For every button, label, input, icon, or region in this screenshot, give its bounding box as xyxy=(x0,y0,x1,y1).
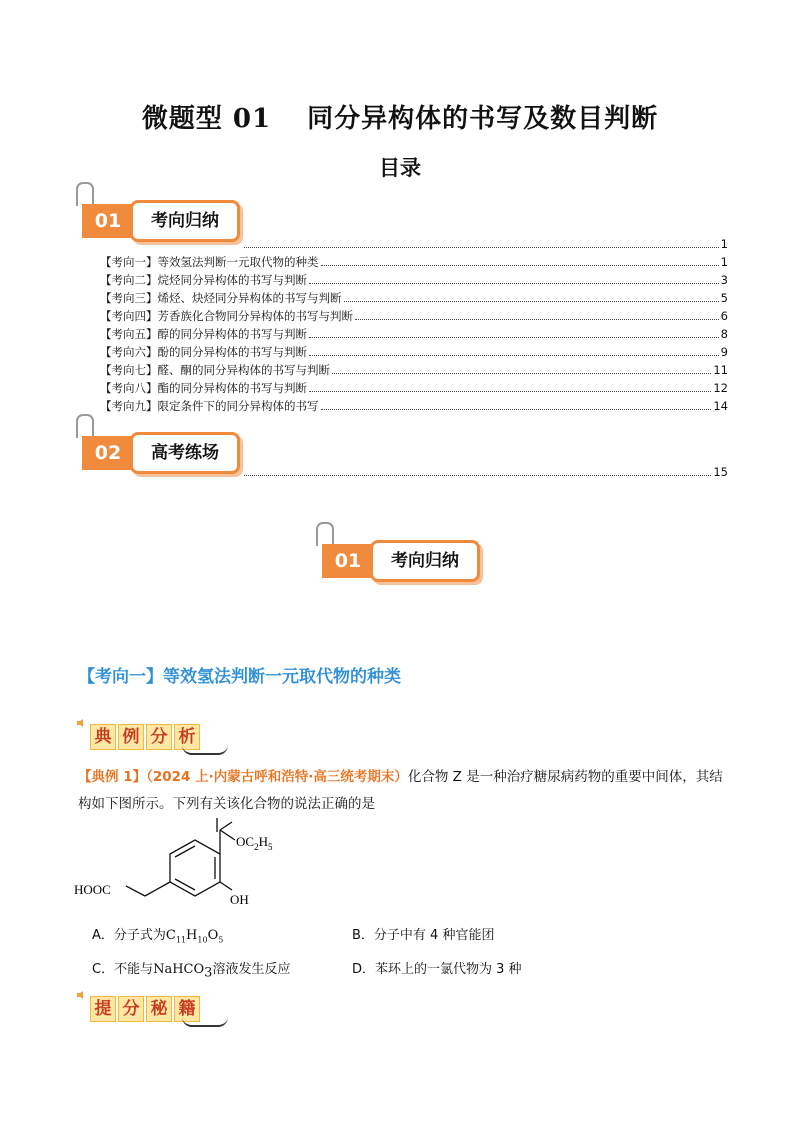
option-d[interactable]: D．苯环上的一氯代物为 3 种 xyxy=(352,962,522,977)
tag-example-analysis: 典 例 分 析 xyxy=(78,718,228,750)
toc-row[interactable]: 【考向六】酚的同分异构体的书写与判断 9 xyxy=(100,345,728,359)
toc-row[interactable]: 【考向一】等效氢法判断一元取代物的种类 1 xyxy=(100,255,728,269)
toc-row[interactable]: 【考向八】酯的同分异构体的书写与判断 12 xyxy=(100,381,728,395)
section-banner-2: 02 高考练场 xyxy=(82,432,242,472)
structure-ethoxy: $OC_2H_5$ xyxy=(236,834,273,852)
clip-icon xyxy=(76,414,94,438)
section-heading: 【考向一】等效氢法判断一元取代物的种类 xyxy=(78,667,401,687)
book-icon xyxy=(182,745,228,755)
toc-row[interactable]: 【考向四】芳香族化合物同分异构体的书写与判断 6 xyxy=(100,309,728,323)
option-b[interactable]: B．分子中有 4 种官能团 xyxy=(352,928,495,943)
toc-row[interactable]: 【考向三】烯烃、炔烃同分异构体的书写与判断 5 xyxy=(100,291,728,305)
book-icon xyxy=(182,1017,228,1027)
toc-row-head1[interactable]: 1 xyxy=(242,236,728,252)
toc-row[interactable]: 【考向五】醇的同分异构体的书写与判断 8 xyxy=(100,327,728,341)
tag-score-tips: 提 分 秘 籍 xyxy=(78,990,228,1022)
toc-row[interactable]: 【考向七】醛、酮的同分异构体的书写与判断 11 xyxy=(100,363,728,377)
option-a[interactable]: A．分子式为$C_{11}H_{10}O_5$ xyxy=(92,928,224,945)
example-stem: 【典例 1】（2024 上·内蒙古呼和浩特·高三统考期末）化合物 Z 是一种治疗糖尿病药物的重要中间体，其结 构如下图所示。下列有关该化合物的说法正确的是 xyxy=(78,769,723,812)
page-title: 微题型 01 同分异构体的书写及数目判断 xyxy=(141,104,659,134)
clip-icon xyxy=(76,182,94,206)
chemical-structure xyxy=(70,818,330,918)
toc-title: 目录 xyxy=(379,155,421,180)
speaker-icon xyxy=(76,718,86,728)
structure-hydroxyl: OH xyxy=(230,892,249,907)
structure-hooc: HOOC xyxy=(74,882,111,897)
toc-row-head2[interactable]: 15 xyxy=(242,464,728,480)
toc-row[interactable]: 【考向九】限定条件下的同分异构体的书写 14 xyxy=(100,399,728,413)
structure-carbonyl-o xyxy=(213,818,222,819)
option-c[interactable]: C．不能与NaHCO$_3$溶液发生反应 xyxy=(92,962,291,981)
clip-icon xyxy=(316,522,334,546)
section-banner-3: 01 考向归纳 xyxy=(322,540,482,580)
toc-row[interactable]: 【考向二】烷烃同分异构体的书写与判断 3 xyxy=(100,273,728,287)
section-banner-1: 01 考向归纳 xyxy=(82,200,242,240)
speaker-icon xyxy=(76,990,86,1000)
